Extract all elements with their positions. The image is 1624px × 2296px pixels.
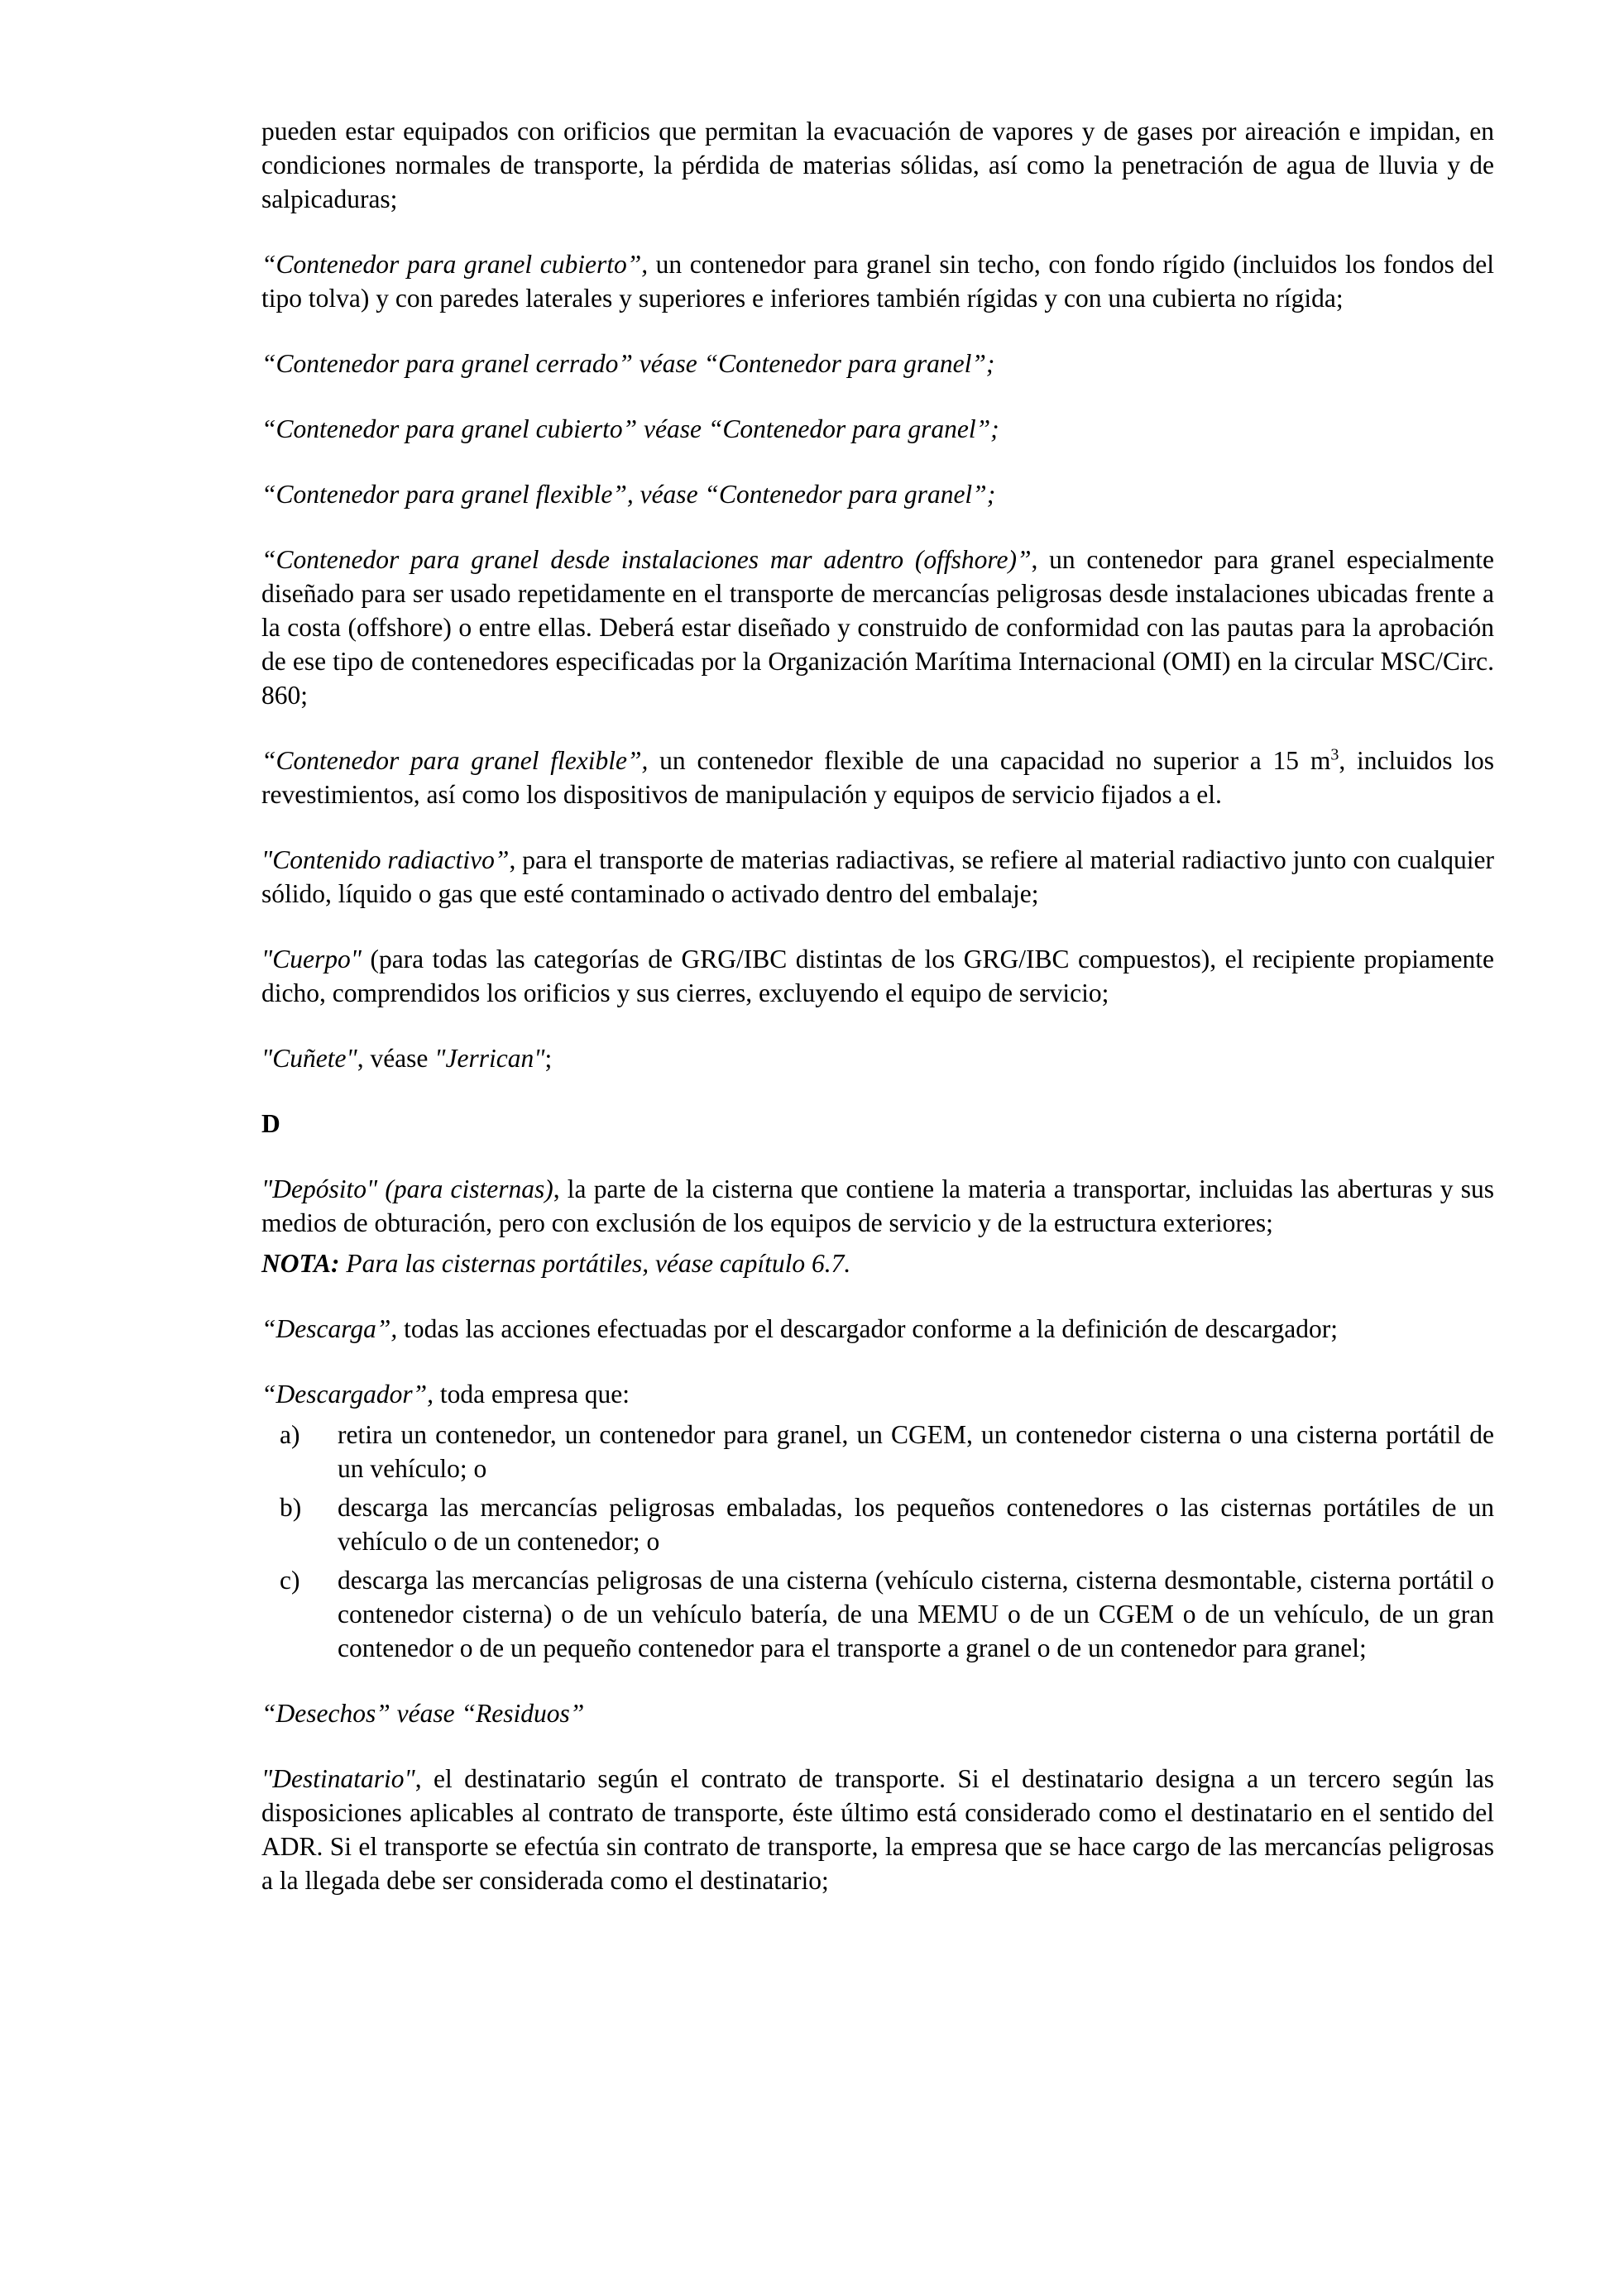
definition-term: “Descarga”,	[261, 1314, 398, 1343]
definition-text: (para todas las categorías de GRG/IBC distintas de los GRG/IBC compuestos), el recipiente propiamente dicho, comprendidos los orificios y sus cierres, excluyendo el equipo de servicio;	[261, 945, 1494, 1007]
definition-text-end: ;	[544, 1044, 553, 1073]
definition-term: "Cuerpo"	[261, 945, 362, 973]
cross-reference-granel-cubierto	[261, 412, 1494, 446]
definition-descargador	[261, 1377, 1494, 1411]
descargador-list	[261, 1418, 1494, 1665]
definition-text-continued: , incluidos los revestimientos, así como los dispositivos de manipulación y equipos de servicio fijados a el.	[261, 746, 1494, 809]
definition-text: toda empresa que:	[433, 1380, 630, 1409]
definition-term: “Desechos” véase “Residuos”	[261, 1699, 585, 1728]
definition-contenedor-granel-cubierto	[261, 247, 1494, 315]
list-item	[261, 1418, 1494, 1485]
definition-text: un contenedor flexible de una capacidad no superior a 15 m	[648, 746, 1331, 775]
definition-text: , para el transporte de materias radiactivas, se refiere al material radiactivo junto con cualquier sólido, líquido o gas que esté contaminado o activado dentro del embalaje;	[261, 845, 1495, 908]
list-item-text: descarga las mercancías peligrosas de una cisterna (vehículo cisterna, cisterna desmontable, cisterna portátil o contenedor cisterna) o de un vehículo batería, de una MEMU o de un CGEM o de un vehículo, de un gran contenedor o de un pequeño contenedor para el transporte a granel o de un contenedor para granel;	[338, 1566, 1494, 1662]
cross-reference-granel-cerrado	[261, 347, 1494, 380]
reference-term: "Jerrican"	[434, 1044, 545, 1073]
definition-term: "Depósito" (para cisternas)	[261, 1174, 553, 1203]
list-item-text: descarga las mercancías peligrosas embaladas, los pequeños contenedores o las cisternas portátiles de un vehículo o de un contenedor; o	[338, 1493, 1494, 1556]
definition-text: un contenedor para granel sin techo, con fondo rígido (incluidos los fondos del tipo tolva) y con paredes laterales y superiores e inferiores también rígidas y con una cubierta no rígida;	[261, 250, 1494, 313]
list-item	[261, 1563, 1494, 1665]
paragraph-text: pueden estar equipados con orificios que permitan la evacuación de vapores y de gases por aireación e impidan, en condiciones normales de transporte, la pérdida de materias sólidas, así como la penetración de agua de lluvia y de salpicaduras;	[261, 117, 1494, 213]
definition-contenedor-offshore	[261, 543, 1494, 712]
note-text: Para las cisternas portátiles, véase capítulo 6.7.	[339, 1249, 851, 1278]
definition-term: "Contenido radiactivo”	[261, 845, 510, 874]
definition-term: “Contenedor para granel cubierto” véase “Contenedor para granel”;	[261, 414, 999, 443]
definition-term: “Contenedor para granel desde instalaciones mar adentro (offshore)”	[261, 545, 1032, 574]
list-marker: a)	[280, 1420, 300, 1449]
paragraph-continuation	[261, 114, 1494, 216]
list-marker: b)	[280, 1493, 302, 1522]
definition-descarga	[261, 1312, 1494, 1346]
superscript: 3	[1330, 745, 1339, 764]
definition-contenido-radiactivo	[261, 843, 1494, 911]
definition-text: , el destinatario según el contrato de transporte. Si el destinatario designa a un tercero según las disposiciones aplicables al contrato de transporte, éste último está considerado como el destinatario en el sentido del ADR. Si el transporte se efectúa sin contrato de transporte, la empresa que se hace cargo de las mercancías peligrosas a la llegada debe ser considerada como el destinatario;	[261, 1764, 1494, 1895]
definition-destinatario	[261, 1762, 1494, 1897]
cross-reference-desechos	[261, 1696, 1494, 1730]
definition-term: “Contenedor para granel cubierto”,	[261, 250, 649, 279]
definition-contenedor-granel-flexible	[261, 744, 1494, 811]
definition-deposito	[261, 1172, 1494, 1240]
definition-text: , véase	[357, 1044, 435, 1073]
section-letter-heading: D	[261, 1109, 280, 1138]
cross-reference-cunete	[261, 1041, 1494, 1075]
definition-text: , un contenedor para granel especialmente diseñado para ser usado repetidamente en el transporte de mercancías peligrosas desde instalaciones ubicadas frente a la costa (offshore) o entre ellas. Deberá estar diseñado y construido de conformidad con las pautas para la aprobación de ese tipo de contenedores especificadas por la Organización Marítima Internacional (OMI) en la circular MSC/Circ. 860;	[261, 545, 1494, 710]
nota-note	[261, 1246, 1494, 1280]
definition-term: "Destinatario"	[261, 1764, 415, 1793]
list-marker: c)	[280, 1566, 300, 1595]
document-page	[261, 114, 1494, 1929]
definition-term: “Contenedor para granel cerrado” véase “Contenedor para granel”;	[261, 349, 995, 378]
definition-cuerpo	[261, 942, 1494, 1010]
cross-reference-granel-flexible	[261, 477, 1494, 511]
definition-term: “Contenedor para granel flexible”,	[261, 746, 649, 775]
list-item	[261, 1490, 1494, 1558]
list-item-text: retira un contenedor, un contenedor para granel, un CGEM, un contenedor cisterna o una cisterna portátil de un vehículo; o	[338, 1420, 1494, 1483]
definition-term: "Cuñete"	[261, 1044, 357, 1073]
definition-term: “Contenedor para granel flexible”, véase “Contenedor para granel”;	[261, 480, 996, 509]
definition-text: todas las acciones efectuadas por el descargador conforme a la definición de descargador;	[397, 1314, 1338, 1343]
note-label: NOTA:	[261, 1249, 340, 1278]
definition-term: “Descargador”,	[261, 1380, 434, 1409]
definition-text: , la parte de la cisterna que contiene la materia a transportar, incluidas las aberturas y sus medios de obturación, pero con exclusión de los equipos de servicio y de la estructura exteriores;	[261, 1174, 1494, 1237]
